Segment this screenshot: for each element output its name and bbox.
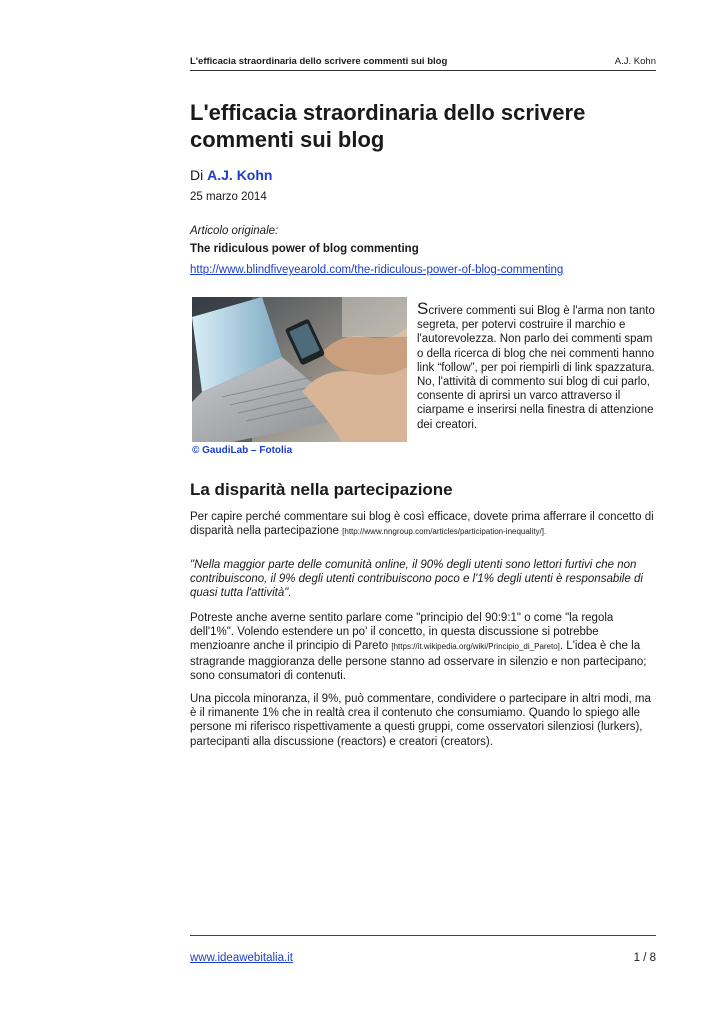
original-article-label: Articolo originale: [190,225,279,237]
paragraph-pareto-text-b: . L'idea è che la stragrande maggioranza delle persone stanno ad osservare in silenzio e non partecipano; sono consumatori di contenuti. [190,640,647,682]
section-heading: La disparità nella partecipazione [190,480,453,499]
paragraph-pareto-text-a: Potreste anche averne sentito parlare come "principio del 90:9:1" o come "la regola dell'1%". Volendo estendere un po' il concetto, in questa discussione si potrebbe menzioanre anche il principio di Pareto [190,612,614,653]
original-article-link[interactable]: http://www.blindfiveyearold.com/the-ridiculous-power-of-blog-commenting [190,264,564,276]
page-number: 1 / 8 [633,952,656,964]
byline [190,167,272,183]
running-header [190,56,656,71]
article-title [190,99,630,153]
photo-credit: © GaudiLab – Fotolia [192,445,293,456]
intro-text: crivere commenti sui Blog è l'arma non tanto segreta, per potervi costruire il marchio e l'autorevolezza. Non parlo dei commenti spam o della ricerca di blog che nei commenti hanno link “follow”, per poi riempirli di link spazzatura. No, l'attività di commento sui blog di cui parlo, consente di aprirsi un varco attraverso il ciarpame e inserirsi nella finestra di attenzione dei creatori. [417,305,655,431]
paragraph-participation [190,510,654,539]
original-article-title: The ridiculous power of blog commenting [190,243,419,255]
byline-prefix: Di [190,167,208,183]
article-photo [192,297,407,442]
paragraph-minority: Una piccola minoranza, il 9%, può commentare, condividere o partecipare in altri modi, ma è il rimanente 1% che in realtà crea il contenuto che consumiamo. Quando lo spiego alle persone mi riferisco rispettivamente a questi gruppi, come osservatori silenziosi (lurkers), partecipanti alla discussione (reactors) e creatori (creators). [190,693,651,748]
author-link[interactable]: A.J. Kohn [207,167,273,183]
header-doc-title: L'efficacia straordinaria dello scrivere commenti sui blog [190,56,448,67]
header-author: A.J. Kohn [614,56,656,67]
laptop-photo-illustration [192,297,407,442]
publish-date: 25 marzo 2014 [190,191,267,203]
nngroup-reference: [http://www.nngroup.com/articles/participation-inequality/]. [342,527,547,537]
paragraph-participation-text: Per capire perché commentare sui blog è così efficace, dovete prima afferrare il concetto di disparità nella partecipazione [190,511,654,538]
pareto-reference: [https://it.wikipedia.org/wiki/Principio_di_Pareto] [391,642,560,652]
quote-paragraph: "Nella maggior parte delle comunità online, il 90% degli utenti sono lettori furtivi che non contribuiscono, il 9% degli utenti contribuiscono poco e l'1% degli utenti è responsabile di quasi tutta l'attività". [190,559,643,600]
document-page [190,0,656,1024]
paragraph-pareto [190,611,654,683]
article-title-line1: L'efficacia straordinaria dello scrivere [190,100,586,125]
dropcap-letter: S [417,299,429,318]
intro-paragraph [417,299,657,432]
article-title-line2: commenti sui blog [190,127,385,152]
footer-site-link[interactable]: www.ideawebitalia.it [190,952,293,964]
footer-divider [190,935,656,936]
